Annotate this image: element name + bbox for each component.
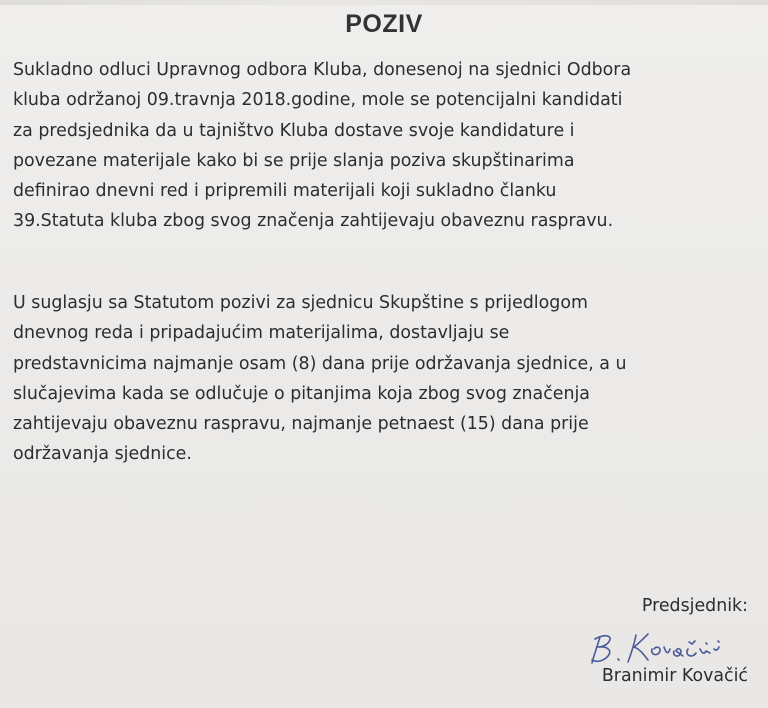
paragraph-line: slučajevima kada se odlučuje o pitanjima koja zbog svog značenja xyxy=(13,383,590,404)
paragraph-2 xyxy=(13,288,627,470)
paragraph-line: povezane materijale kako bi se prije slanja poziva skupštinarima xyxy=(13,150,575,171)
paragraph-1 xyxy=(13,55,631,237)
scan-top-edge xyxy=(0,0,768,5)
signer-name: Branimir Kovačić xyxy=(601,666,748,686)
paragraph-line: dnevnog reda i pripadajućim materijalima, dostavljaju se xyxy=(13,323,510,344)
paragraph-line: održavanja sjednice. xyxy=(13,444,192,465)
paragraph-line: zahtijevaju obaveznu raspravu, najmanje petnaest (15) dana prije xyxy=(13,414,589,435)
paragraph-line: 39.Statuta kluba zbog svog značenja zahtijevaju obaveznu raspravu. xyxy=(13,211,614,232)
signer-title: Predsjednik: xyxy=(641,596,748,616)
paragraph-line: kluba održanoj 09.travnja 2018.godine, mole se potencijalni kandidati xyxy=(13,90,623,111)
paragraph-line: definirao dnevni red i pripremili materijali koji sukladno članku xyxy=(13,181,557,202)
paragraph-line: predstavnicima najmanje osam (8) dana prije održavanja sjednice, a u xyxy=(13,353,627,374)
handwritten-signature xyxy=(588,627,758,667)
paragraph-line: Sukladno odluci Upravnog odbora Kluba, donesenoj na sjednici Odbora xyxy=(13,60,632,80)
document-title: POZIV xyxy=(345,10,423,38)
paragraph-line: U suglasju sa Statutom pozivi za sjednicu Skupštine s prijedlogom xyxy=(13,293,588,313)
paragraph-line: za predsjednika da u tajništvo Kluba dostave svoje kandidature i xyxy=(13,120,575,141)
